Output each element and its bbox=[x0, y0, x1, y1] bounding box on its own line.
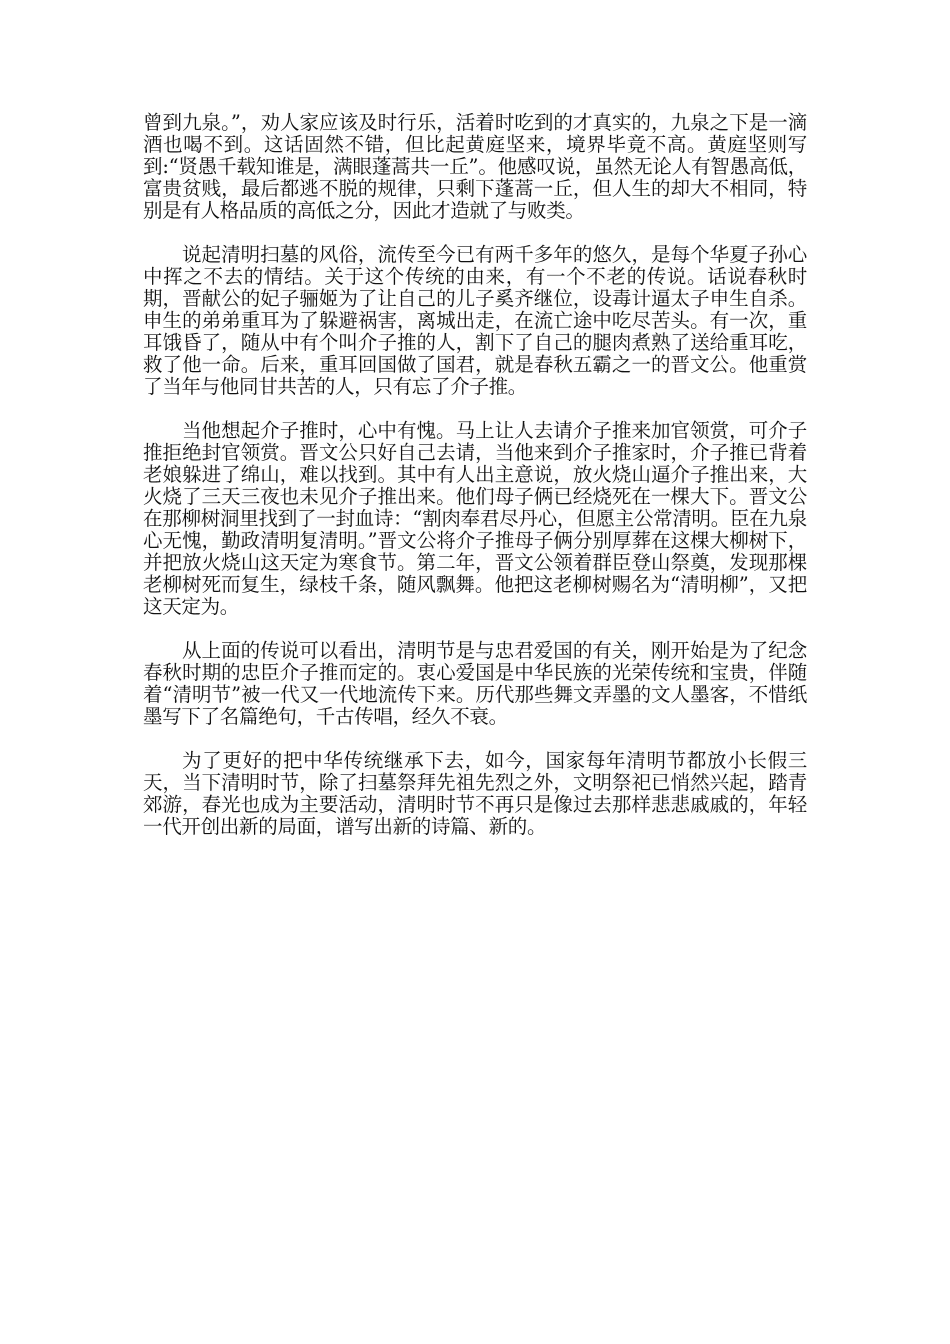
paragraph-3: 当他想起介子推时，心中有愧。马上让人去请介子推来加官领赏，可介子推拒绝封官领赏。晋文公只好自己去请，当他来到介子推家时，介子推已背着老娘躲进了绵山，难以找到。其中有人出主意说，放火烧山逼介子推出来，大火烧了三天三夜也未见介子推出来。他们母子俩已经烧死在一棵大下。晋文公在那柳树洞里找到了一封血诗：“割肉奉君尽丹心，但愿主公常清明。臣在九泉心无愧，勤政清明复清明。”晋文公将介子推母子俩分别厚葬在这棵大柳树下，并把放火烧山这天定为寒食节。第二年，晋文公领着群臣登山祭奠，发现那棵老柳树死而复生，绿枝千条，随风飘舞。他把这老柳树赐名为“清明柳”，又把这天定为。 bbox=[143, 419, 807, 618]
paragraph-4: 从上面的传说可以看出，清明节是与忠君爱国的有关，刚开始是为了纪念春秋时期的忠臣介子推而定的。衷心爱国是中华民族的光荣传统和宝贵，伴随着“清明节”被一代又一代地流传下来。历代那些舞文弄墨的文人墨客，不惜纸墨写下了名篇绝句，千古传唱，经久不衰。 bbox=[143, 639, 807, 728]
paragraph-5: 为了更好的把中华传统继承下去，如今，国家每年清明节都放小长假三天，当下清明时节，除了扫墓祭拜先祖先烈之外，文明祭祀已悄然兴起，踏青郊游，春光也成为主要活动，清明时节不再只是像过去那样悲悲戚戚的，年轻一代开创出新的局面，谱写出新的诗篇、新的。 bbox=[143, 749, 807, 838]
document-body bbox=[143, 112, 807, 860]
paragraph-2: 说起清明扫墓的风俗，流传至今已有两千多年的悠久，是每个华夏子孙心中挥之不去的情结。关于这个传统的由来，有一个不老的传说。话说春秋时期，晋献公的妃子骊姬为了让自己的儿子奚齐继位，设毒计逼太子申生自杀。申生的弟弟重耳为了躲避祸害，离城出走，在流亡途中吃尽苦头。有一次，重耳饿昏了，随从中有个叫介子推的人，割下了自己的腿肉煮熟了送给重耳吃，救了他一命。后来，重耳回国做了国君，就是春秋五霸之一的晋文公。他重赏了当年与他同甘共苦的人，只有忘了介子推。 bbox=[143, 243, 807, 398]
paragraph-1: 曾到九泉。”，劝人家应该及时行乐，活着时吃到的才真实的，九泉之下是一滴酒也喝不到。这话固然不错，但比起黄庭坚来，境界毕竟不高。黄庭坚则写到:“贤愚千载知谁是，满眼蓬蒿共一丘”。他感叹说，虽然无论人有智愚高低，富贵贫贱，最后都逃不脱的规律，只剩下蓬蒿一丘，但人生的却大不相同，特别是有人格品质的高低之分，因此才造就了与败类。 bbox=[143, 111, 807, 222]
